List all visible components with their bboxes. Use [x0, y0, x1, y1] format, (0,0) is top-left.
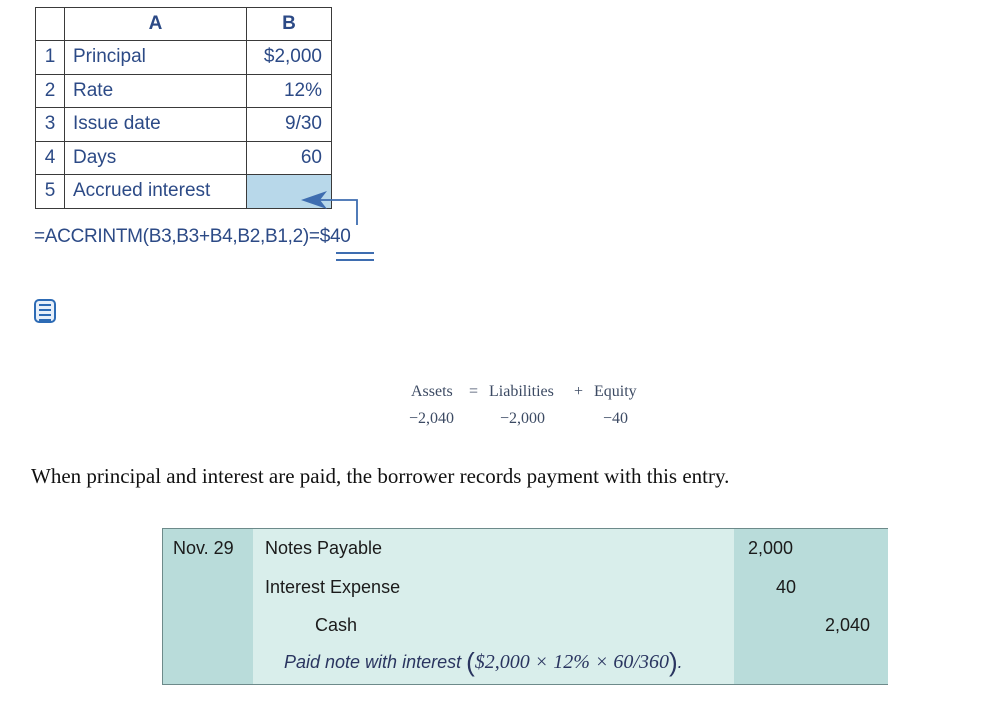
corner-cell [36, 8, 65, 41]
note-open-paren: ( [466, 647, 475, 677]
formula-arrow-icon [290, 185, 370, 225]
eq-plus-sign: + [574, 383, 584, 400]
journal-credit: 2,040 [825, 615, 871, 635]
eq-assets-value: −2,040 [409, 410, 455, 427]
cell-label: Issue date [65, 108, 247, 142]
sheet-row [36, 175, 332, 209]
cell-value: 60 [247, 141, 332, 175]
formula-text: =ACCRINTM(B3,B3+B4,B2,B1,2)= [34, 226, 320, 247]
cell-label: Rate [65, 74, 247, 108]
sheet-row [36, 141, 332, 175]
note-end: . [677, 652, 683, 672]
journal-account: Cash [315, 615, 358, 635]
cell-label: Principal [65, 41, 247, 75]
row-number: 2 [36, 74, 65, 108]
eq-assets-label: Assets [411, 383, 453, 400]
spreadsheet [35, 7, 332, 209]
row-number: 1 [36, 41, 65, 75]
column-header-b: B [247, 8, 332, 41]
journal-debit: 2,000 [748, 538, 794, 558]
eq-equity-label: Equity [594, 383, 637, 400]
row-number: 4 [36, 141, 65, 175]
note-close-paren: ) [669, 647, 678, 677]
cell-value: $2,000 [247, 41, 332, 75]
eq-equity-value: −40 [603, 410, 629, 427]
journal-entry [162, 528, 888, 685]
cell-value: 9/30 [247, 108, 332, 142]
eq-equals-sign: = [469, 383, 479, 400]
journal-explanation [284, 647, 683, 678]
column-header-row [36, 8, 332, 41]
note-calc: $2,000 × 12% × 60/360 [474, 651, 669, 673]
sheet-row [36, 74, 332, 108]
explanation-paragraph: When principal and interest are paid, the borrower records payment with this entry. [31, 464, 730, 488]
column-header-a: A [65, 8, 247, 41]
formula-result: $40 [319, 226, 351, 247]
double-underline [336, 252, 374, 261]
cell-label: Days [65, 141, 247, 175]
journal-date: Nov. 29 [173, 538, 234, 558]
eq-liabilities-label: Liabilities [489, 383, 554, 400]
cell-value: 12% [247, 74, 332, 108]
note-text: Paid note with interest [284, 652, 467, 672]
journal-account: Notes Payable [265, 538, 383, 558]
journal-debit: 40 [776, 577, 797, 597]
sheet-row [36, 108, 332, 142]
cell-label: Accrued interest [65, 175, 247, 209]
journal-account: Interest Expense [265, 577, 401, 597]
row-number: 5 [36, 175, 65, 209]
row-number: 3 [36, 108, 65, 142]
eq-liabilities-value: −2,000 [500, 410, 546, 427]
formula-line [34, 226, 351, 248]
document-icon[interactable] [34, 299, 56, 323]
sheet-row [36, 41, 332, 75]
